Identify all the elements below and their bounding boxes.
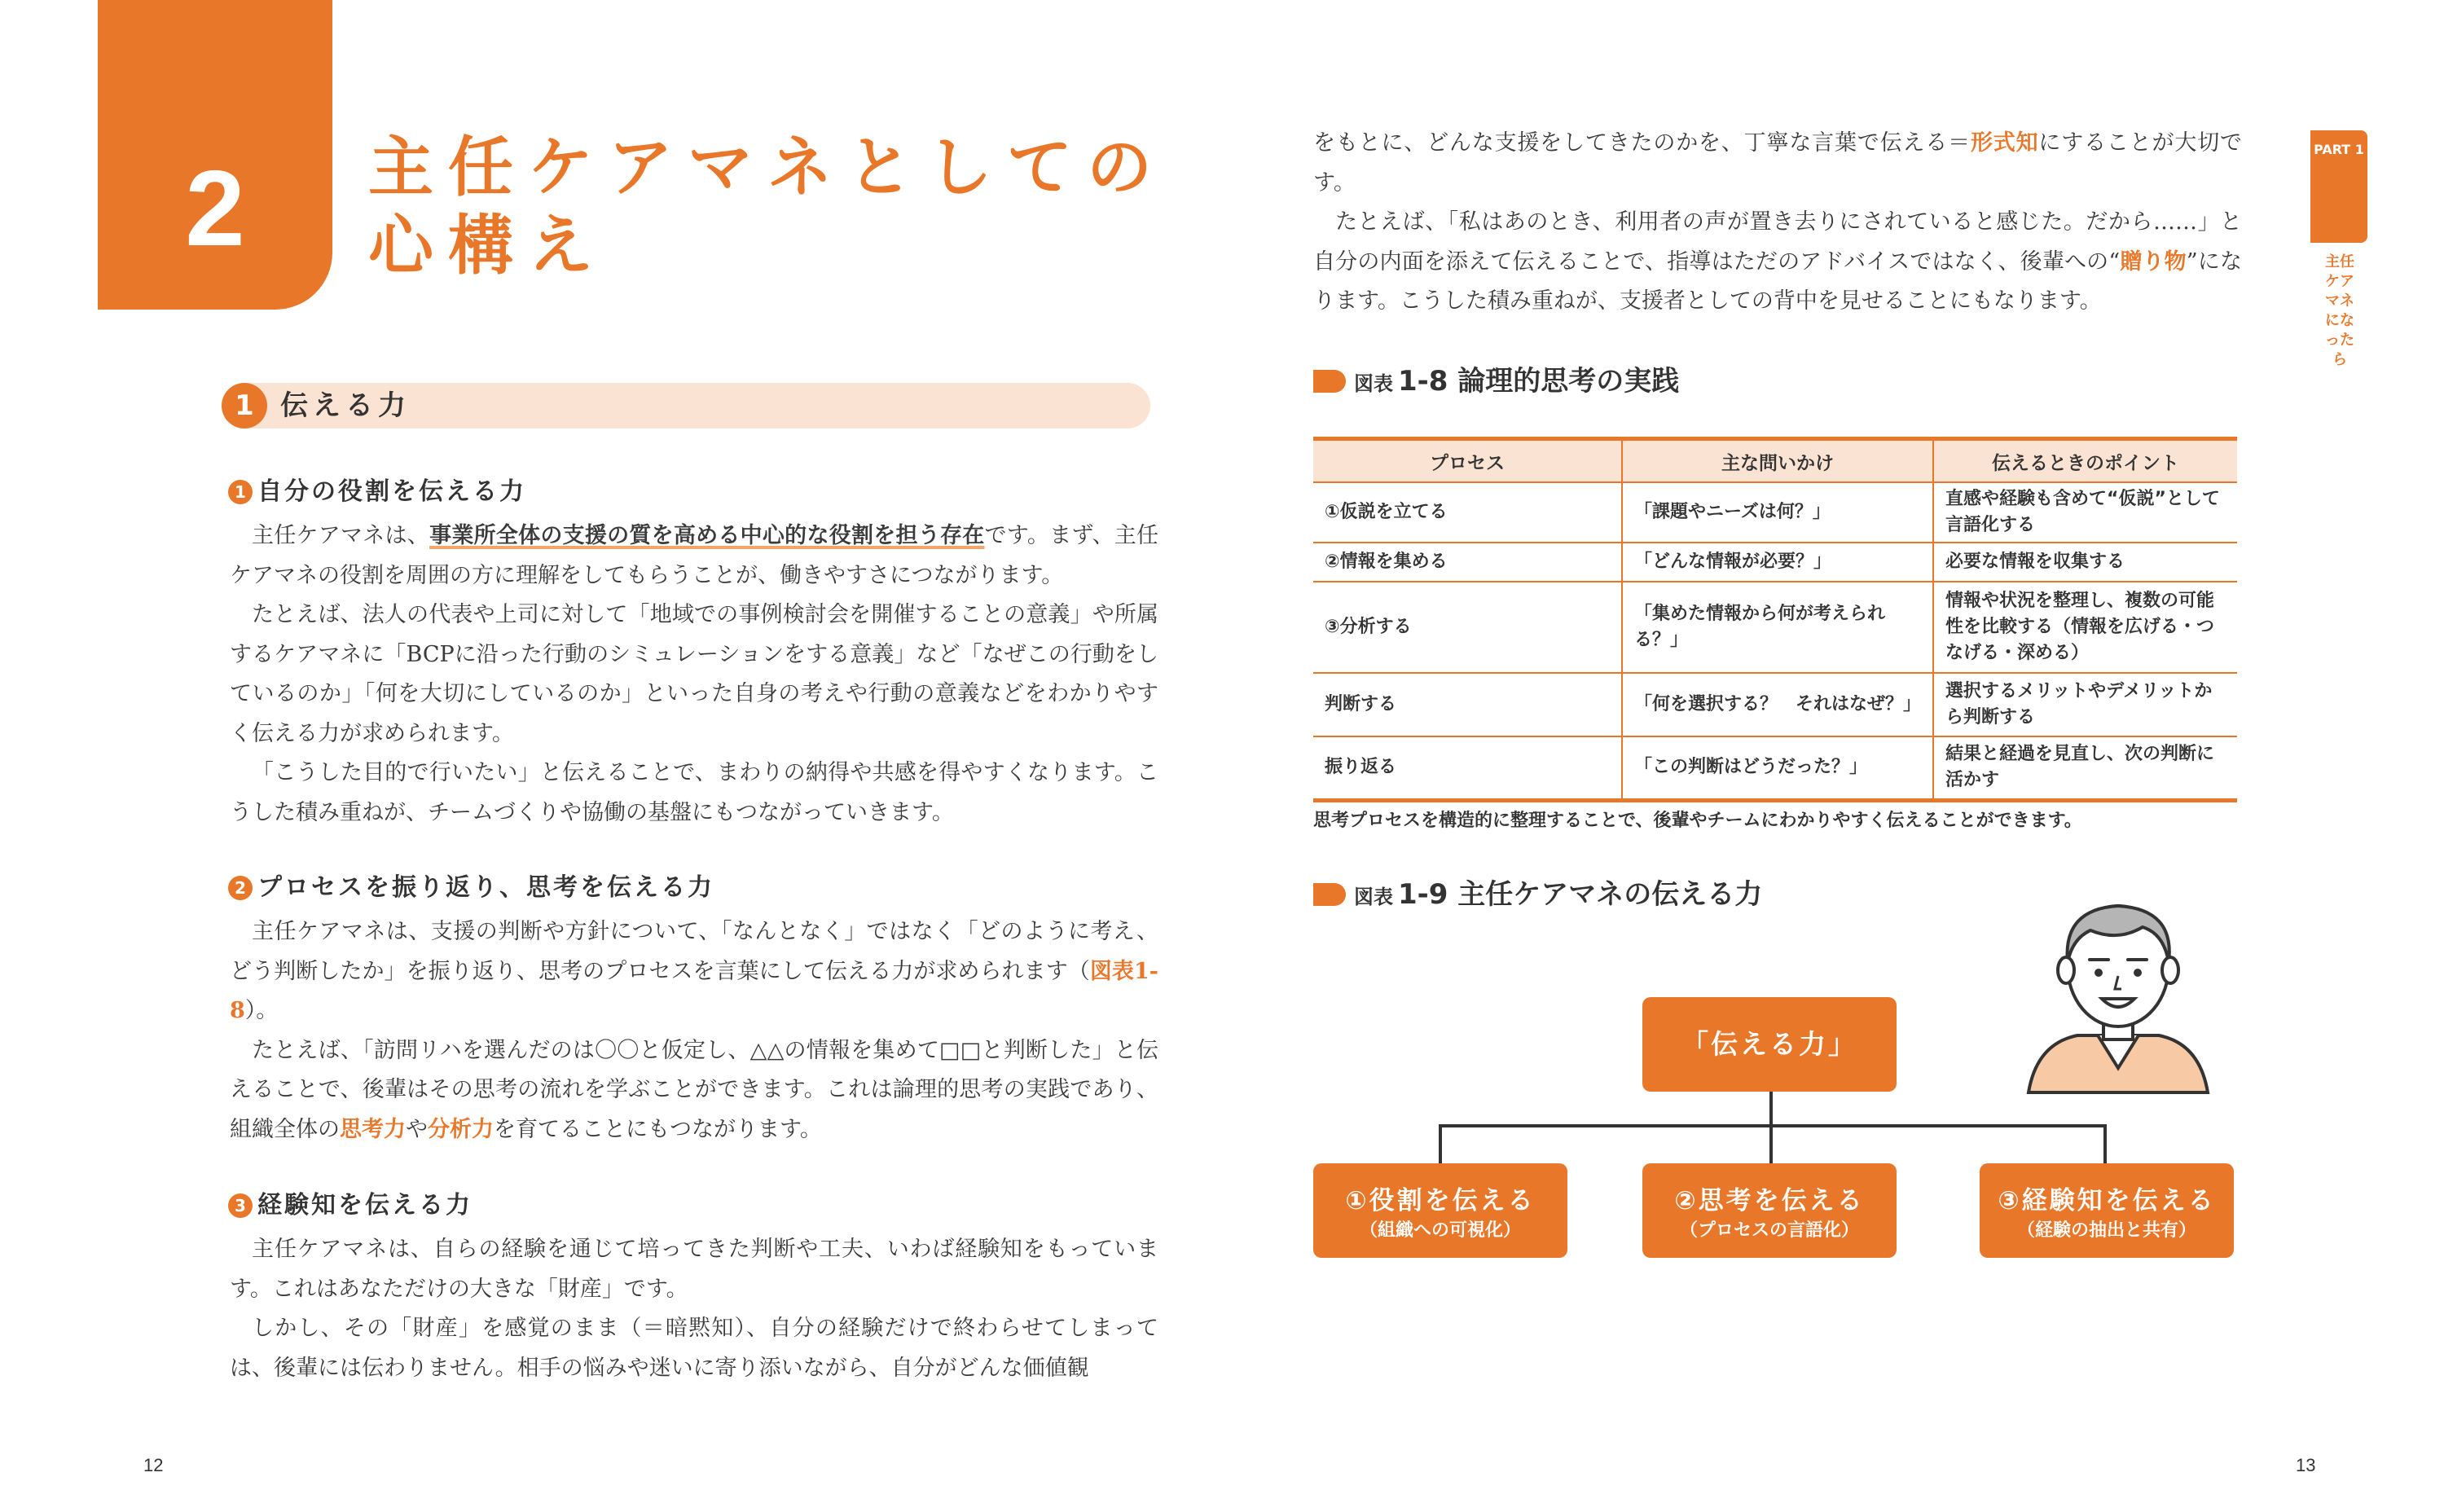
connector-line <box>1769 1092 1773 1126</box>
table-cell: 結果と経過を見直し、次の判断に活かす <box>1933 736 2237 800</box>
paragraph: 「こうした目的で行いたい」と伝えることで、まわりの納得や共感を得やすくなります。こうした積み重ねが、チームづくりや協働の基盤にもつながっていきます。 <box>230 760 1158 825</box>
table-cell: 「集めた情報から何が考えられる？」 <box>1622 582 1933 673</box>
subheading-title: 自分の役割を伝える力 <box>257 477 526 506</box>
subheading-3 <box>228 1189 473 1222</box>
care-manager-illustration <box>2020 885 2216 1097</box>
emphasis-text: 贈り物 <box>2120 248 2187 275</box>
page-number-left: 12 <box>143 1455 164 1475</box>
text-run: にすることが大切です。 <box>1313 130 2243 196</box>
table-cell: 「何を選択する？ それはなぜ？」 <box>1622 673 1933 736</box>
connector-line <box>1439 1124 2107 1127</box>
section-title: 伝える力 <box>280 389 411 422</box>
table-row <box>1313 582 2237 673</box>
subheading-badge: 3 <box>228 1193 253 1218</box>
sub3-body <box>230 1230 1158 1388</box>
subheading-1 <box>228 476 526 508</box>
subheading-title: プロセスを振り返り、思考を伝える力 <box>257 873 714 902</box>
column-header: 主な問いかけ <box>1622 439 1933 483</box>
emphasis-text: 思考力 <box>340 1116 406 1142</box>
figure-title: 主任ケアマネの伝える力 <box>1457 878 1763 911</box>
figure-number: 1-8 <box>1398 365 1448 398</box>
text-run: や <box>406 1116 428 1142</box>
column-header: プロセス <box>1313 439 1622 483</box>
child-box-label: ③経験知を伝える <box>1998 1186 2216 1215</box>
table-cell: 情報や状況を整理し、複数の可能性を比較する（情報を広げる・つなげる・深める） <box>1933 582 2237 673</box>
figure-tag-icon <box>1313 370 1346 393</box>
chapter-title-line1: 主任ケアマネとしての <box>368 130 1167 205</box>
figure-label: 図表 <box>1354 886 1393 908</box>
table-cell: 必要な情報を収集する <box>1933 543 2237 582</box>
part-label: PART 1 <box>2314 142 2364 157</box>
chapter-title <box>368 129 1167 285</box>
sub1-body <box>230 516 1158 833</box>
figure-1-8-note: 思考プロセスを構造的に整理することで、後輩やチームにわかりやすく伝えることができます。 <box>1313 811 2082 831</box>
child-box-sublabel: （経験の抽出と共有） <box>2016 1220 2196 1241</box>
column-header: 伝えるときのポイント <box>1933 439 2237 483</box>
table-cell: ②情報を集める <box>1313 543 1622 582</box>
paragraph: 主任ケアマネは、自らの経験を通じて培ってきた判断や工夫、いわば経験知をもっています。これはあなただけの大きな「財産」です。 <box>230 1237 1158 1302</box>
child-box-3 <box>1980 1163 2234 1258</box>
chapter-title-line2: 心構え <box>368 208 608 284</box>
paragraph <box>230 912 1158 1031</box>
child-box-label: ①役割を伝える <box>1345 1186 1536 1215</box>
figure-reference-link[interactable]: 図表1-8 <box>230 958 1158 1023</box>
paragraph <box>230 516 1158 596</box>
table-row <box>1313 482 2237 543</box>
table-cell: ③分析する <box>1313 582 1622 673</box>
text-run: 主任ケアマネは、 <box>252 523 430 548</box>
figure-title: 論理的思考の実践 <box>1457 365 1680 398</box>
table-cell: 直感や経験も含めて“仮説”として言語化する <box>1933 482 2237 543</box>
table-cell: 「どんな情報が必要？」 <box>1622 543 1933 582</box>
child-box-label: ②思考を伝える <box>1674 1186 1865 1215</box>
text-run: たとえば、「訪問リハを選んだのは〇〇と仮定し、△△の情報を集めて□□と判断した」と伝えることで、後輩はその思考の流れを学ぶことができます。これは論理的思考の実践であり、組織全体の <box>230 1037 1158 1142</box>
table-cell: 「この判断はどうだった？」 <box>1622 736 1933 800</box>
subheading-2 <box>228 872 714 904</box>
figure-1-8-heading <box>1313 363 1679 402</box>
subheading-badge: 1 <box>228 480 253 504</box>
text-run: です。まず、主任ケアマネの役割を周囲の方に理解をしてもらうことが、働きやすさにつながります。 <box>230 523 1158 588</box>
text-run: 主任ケアマネは、支援の判断や方針について、「なんとなく」ではなく「どのように考え、どう判断したか」を振り返り、思考のプロセスを言葉にして伝える力が求められます（ <box>230 919 1158 984</box>
section-heading-bar <box>222 383 1150 429</box>
figure-1-9-heading <box>1313 877 1762 915</box>
emphasis-text: 事業所全体の支援の質を高める中心的な役割を担う存在 <box>429 523 985 548</box>
table-cell: 振り返る <box>1313 736 1622 800</box>
child-box-sublabel: （プロセスの言語化） <box>1679 1220 1859 1241</box>
connector-line <box>2103 1124 2107 1165</box>
emphasis-text: 分析力 <box>428 1116 494 1142</box>
table-cell: 判断する <box>1313 673 1622 736</box>
child-box-sublabel: （組織への可視化） <box>1359 1220 1521 1241</box>
connector-line <box>1769 1124 1773 1165</box>
root-box <box>1642 997 1897 1092</box>
text-run: ”になります。こうした積み重ねが、支援者としての背中を見せることにもなります。 <box>1313 248 2242 314</box>
subheading-badge: 2 <box>228 876 253 900</box>
text-run: ）。 <box>244 998 279 1023</box>
root-box-label: 「伝える力」 <box>1681 1028 1857 1060</box>
right-page-body <box>1313 124 2242 322</box>
table-row <box>1313 543 2237 582</box>
page-number-right: 13 <box>2296 1455 2316 1475</box>
emphasis-text: 形式知 <box>1970 130 2039 156</box>
table-cell: 選択するメリットやデメリットから判断する <box>1933 673 2237 736</box>
table-row <box>1313 673 2237 736</box>
figure-tag-icon <box>1313 883 1346 906</box>
paragraph: しかし、その「財産」を感覚のまま（＝暗黙知）、自分の経験だけで終わらせてしまっては、後輩には伝わりません。相手の悩みや迷いに寄り添いながら、自分がどんな価値観 <box>230 1316 1158 1381</box>
sub2-body <box>230 912 1158 1149</box>
table-header-row <box>1313 439 2237 483</box>
figure-1-8-table <box>1313 437 2237 802</box>
subheading-title: 経験知を伝える力 <box>257 1191 473 1220</box>
table-cell: 「課題やニーズは何？」 <box>1622 482 1933 543</box>
table-row <box>1313 736 2237 800</box>
table-cell: ①仮説を立てる <box>1313 482 1622 543</box>
chapter-number: 2 <box>185 148 245 268</box>
child-box-2 <box>1642 1163 1897 1258</box>
text-run: を育てることにもつながります。 <box>494 1116 822 1142</box>
text-run: をもとに、どんな支援をしてきたのかを、丁寧な言葉で伝える＝ <box>1313 130 1971 156</box>
chapter-number-block <box>98 0 332 310</box>
figure-label: 図表 <box>1354 372 1393 395</box>
figure-number: 1-9 <box>1398 878 1448 911</box>
part-subtitle: 主任ケアマネになったら <box>2325 253 2354 368</box>
part-tab <box>2310 130 2367 243</box>
paragraph <box>1313 124 2242 203</box>
child-box-1 <box>1313 1163 1567 1258</box>
section-number-badge: 1 <box>222 383 267 429</box>
paragraph <box>1313 203 2242 322</box>
connector-line <box>1439 1124 1442 1165</box>
text-run: たとえば、「私はあのとき、利用者の声が置き去りにされていると感じた。だから……」と自分の内面を添えて伝えることで、指導はただのアドバイスではなく、後輩への“ <box>1313 209 2242 275</box>
paragraph: たとえば、法人の代表や上司に対して「地域での事例検討会を開催することの意義」や所属するケアマネに「BCPに沿った行動のシミュレーションをする意義」など「なぜこの行動をしているのか」「何を大切にしているのか」といった自身の考えや行動の意義などをわかりやすく伝える力が求められます。 <box>230 602 1158 746</box>
paragraph <box>230 1031 1158 1150</box>
